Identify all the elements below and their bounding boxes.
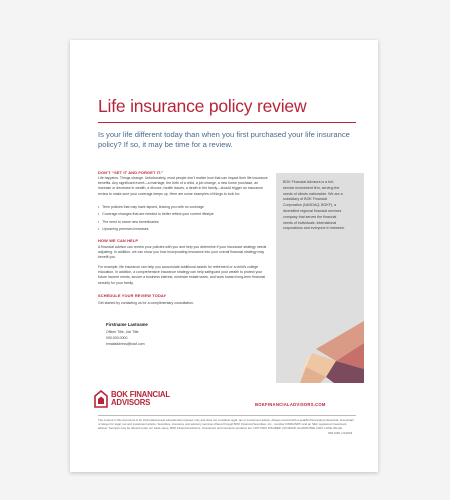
list-item: • Coverage changes that are needed to better reflect your current lifestyle [98, 211, 268, 218]
section-heading-schedule: SCHEDULE YOUR REVIEW TODAY [98, 293, 167, 298]
logo-wordmark: BOK FINANCIAL ADVISORS [111, 390, 170, 408]
bok-logo-icon [94, 390, 108, 408]
page-title: Life insurance policy review [98, 96, 307, 116]
contact-name: Firstname Lastname [106, 322, 148, 327]
section-heading-set-it: DON’T “SET IT AND FORGET IT.” [98, 170, 164, 175]
section-heading-how-we-help: HOW WE CAN HELP [98, 238, 139, 243]
subheadline: Is your life different today than when you first purchased your life insurance policy? If so, it may be time for a review. [98, 130, 350, 149]
section-body-how-we-help: A financial advisor can review your policies with you and help you determine if your insurance strategy needs adjusting. In addition, we can show you how incorporating insurance into your overall financial strategy may benefit you. [98, 245, 267, 260]
section-body-schedule: Get started by contacting us for a complimentary consultation. [98, 301, 194, 305]
about-text: BOK Financial Advisors is a full-service investment firm, serving the needs of clients nationwide. We are a subsidiary of BOK Financial Corporation (NASDAQ: BOKF), a diversified regional financial services company that serves the financial needs of individuals, international corporations and everyone in between. [283, 180, 345, 231]
brand-logo [94, 388, 184, 416]
website-link[interactable]: BOKFINANCIALADVISORS.COM [255, 402, 326, 407]
disclaimer-text: The content in this document is for informational and educational purposes only and does not constitute legal, tax or investment advice. Always consult with a qualified financial professional, accountant or lawyer for legal, tax and investment advice. Securities, insurance and advisory services offered through BOK Financial Securities, Inc., member FINRA/SIPC and an SEC registered investment adviser. Services may be offered under our trade name, BOK Financial Advisors. Investment and insurance products are: NOT FDIC INSURED | NO BANK GUARANTEE | MAY LOSE VALUE. [98, 418, 354, 431]
document-code: WM 0184 | 11/2023 [328, 431, 353, 435]
about-sidebar [276, 173, 364, 383]
section-body-set-it: Life happens. Things change. Unfortunately, most people don’t realize how that can impact their life insurance benefits. Any significant event—a marriage, the birth of a child, a job change, a new home purchase, an increase or decrease in wealth, a divorce, health issues, a death in the family—should trigger an insurance review to make sure your coverage keeps up. Here are some examples of things to look for: [98, 176, 268, 196]
contact-email[interactable]: emailaddress@bokf.com [106, 342, 145, 346]
title-divider [98, 122, 356, 123]
review-checklist [98, 204, 268, 234]
footer-divider [98, 415, 356, 416]
list-item: • Term policies that may have lapsed, leaving you with no coverage [98, 204, 268, 211]
contact-title: Officer Title, Job Title [106, 330, 139, 334]
contact-phone[interactable]: 000.000.0000 [106, 336, 128, 340]
flyer-page [70, 40, 378, 472]
list-item: • Upcoming premium increases [98, 226, 268, 233]
section-body-example: For example, life insurance can help you accumulate additional assets for retirement or a child’s college education. In addition, a comprehensive insurance strategy can help safeguard your wealth to protect your future income needs, secure a business interest, minimize estate taxes, and work toward long-term financial security for your family. [98, 265, 266, 285]
list-item: • The need to name new beneficiaries [98, 219, 268, 226]
geometric-art-icon [276, 321, 364, 383]
